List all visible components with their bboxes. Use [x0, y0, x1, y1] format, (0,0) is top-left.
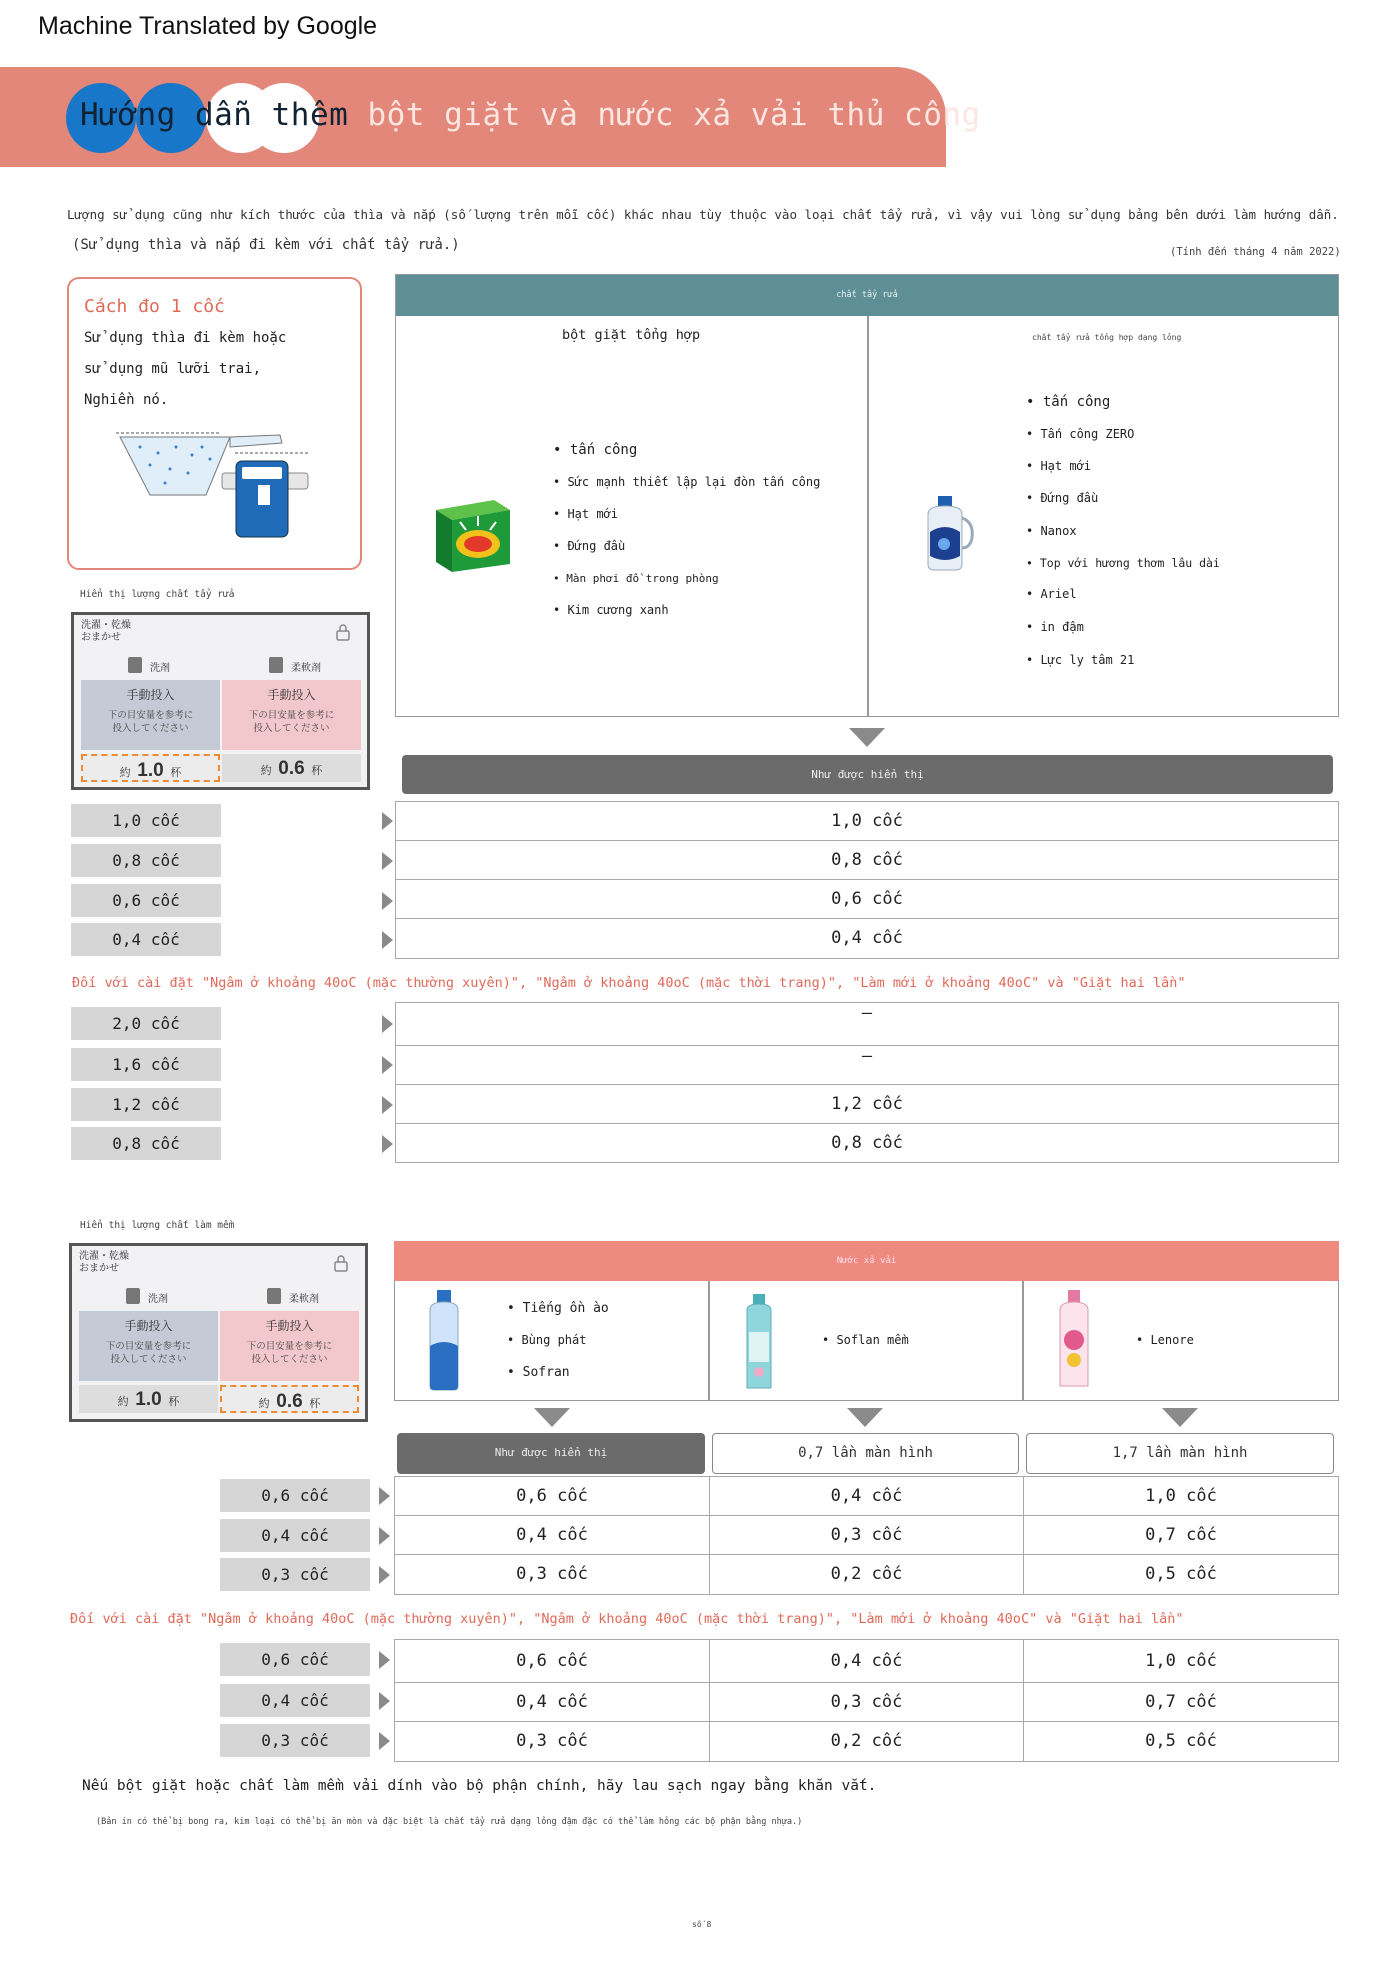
softener-amount-cell: 0,3 cốc — [709, 1682, 1024, 1722]
display-amount: 1,0 cốc — [71, 804, 221, 837]
special-settings-note: Đối với cài đặt "Ngâm ở khoảng 40oC (mặc thường xuyên)", "Ngâm ở khoảng 40oC (mặc thời trang)", "Làm mới ở khoảng 40oC" và "Giặt hai lần" — [70, 1611, 1184, 1627]
display-amount: 2,0 cốc — [71, 1007, 221, 1040]
detergent-amount-cell: 0,8 cốc — [395, 840, 1339, 880]
detergent-amount-cell: 0,8 cốc — [395, 1123, 1339, 1163]
softener-manual-box: 手動投入 下の目安量を参考に 投入してください — [220, 1311, 359, 1381]
cleanup-note: Nếu bột giặt hoặc chất làm mềm vải dính vào bộ phận chính, hãy lau sạch ngay bằng khăn vắt. — [82, 1778, 877, 1794]
powder-detergent-title: bột giặt tổng hợp — [562, 327, 701, 343]
softener-amount-cell: 0,2 cốc — [709, 1721, 1024, 1762]
softener-amount-cell: 1,0 cốc — [1023, 1476, 1339, 1516]
liquid-product: • Nanox — [1026, 524, 1077, 538]
down-arrow-icon — [847, 1408, 883, 1427]
softener-product: • Lenore — [1136, 1333, 1194, 1347]
softener-amount-cell: 0,3 cốc — [394, 1554, 710, 1595]
powder-product: • Màn phơi đồ trong phòng — [553, 572, 719, 585]
display-amount: 0,4 cốc — [71, 923, 221, 956]
softener-manual-box: 手動投入 下の目安量を参考に 投入してください — [222, 680, 361, 750]
measure-title: Cách đo 1 cốc — [84, 296, 225, 317]
measure-line: Nghiền nó. — [84, 392, 169, 408]
detergent-amount-cell: – — [395, 1045, 1339, 1085]
softener-amount-cell: 0,4 cốc — [394, 1682, 710, 1722]
detergent-column-divider — [867, 316, 869, 717]
detergent-amount-cell: 1,0 cốc — [395, 801, 1339, 841]
right-arrow-icon — [382, 1056, 393, 1074]
softener-column-divider — [708, 1281, 710, 1401]
lock-icon — [333, 1254, 349, 1276]
right-arrow-icon — [379, 1487, 390, 1505]
softener-bottle-icon — [269, 657, 283, 673]
softener-amount-cell: 0,6 cốc — [394, 1476, 710, 1516]
softener-amount-cell: 1,0 cốc — [1023, 1639, 1339, 1683]
powder-product: • Hạt mới — [553, 507, 619, 521]
right-arrow-icon — [379, 1692, 390, 1710]
powder-product: • tấn công — [553, 442, 638, 458]
down-arrow-icon — [1162, 1408, 1198, 1427]
display-amount: 0,6 cốc — [220, 1643, 370, 1676]
softener-amount-cell: 0,4 cốc — [709, 1476, 1024, 1516]
display-amount: 0,3 cốc — [220, 1558, 370, 1591]
liquid-product: • tấn công — [1026, 394, 1111, 410]
column-header-1-7x: 1,7 lần màn hình — [1026, 1433, 1334, 1474]
detergent-panel-caption: Hiển thị lượng chất tẩy rửa — [80, 589, 235, 600]
column-header-as-shown: Như được hiển thị — [397, 1433, 705, 1474]
softener-amount-cell: 0,7 cốc — [1023, 1682, 1339, 1722]
softener-product: • Sofran — [507, 1365, 570, 1380]
right-arrow-icon — [382, 1015, 393, 1033]
softener-amount-cell: 0,5 cốc — [1023, 1721, 1339, 1762]
measuring-scoop-cup-illustration — [110, 425, 315, 545]
page-title: Hướng dẫn thêm bột giặt và nước xả vải thủ công — [80, 97, 981, 133]
softener-bottle-pink-icon — [1056, 1288, 1092, 1392]
softener-amount-cell: 0,6 cốc — [394, 1639, 710, 1683]
display-amount: 0,8 cốc — [71, 844, 221, 877]
right-arrow-icon — [382, 852, 393, 870]
softener-bottle-teal-icon — [744, 1292, 774, 1392]
liquid-product: • Top với hương thơm lâu dài — [1026, 556, 1220, 570]
detergent-label: 洗剤 — [148, 1294, 168, 1305]
display-amount: 0,3 cốc — [220, 1724, 370, 1757]
detergent-amount-value: 約 1.0 杯 — [79, 1385, 218, 1413]
detergent-amount-cell: – — [395, 1002, 1339, 1046]
detergent-amount-cell: 1,2 cốc — [395, 1084, 1339, 1124]
liquid-product: • Ariel — [1026, 587, 1077, 601]
softener-amount-cell: 0,4 cốc — [709, 1639, 1024, 1683]
softener-amount-cell: 0,2 cốc — [709, 1554, 1024, 1595]
softener-product: • Tiếng ồn ào — [507, 1301, 609, 1316]
softener-amount-value: 約 0.6 杯 — [222, 754, 361, 782]
panel-header: 洗濯・乾燥 おまかせ — [79, 1251, 129, 1274]
detergent-display-panel — [71, 612, 370, 790]
as-shown-bar: Như được hiển thị — [402, 755, 1333, 794]
detergent-manual-box: 手動投入 下の目安量を参考に 投入してください — [79, 1311, 218, 1381]
liquid-detergent-bottle-icon — [918, 492, 978, 572]
right-arrow-icon — [382, 1096, 393, 1114]
softener-label: 柔軟剤 — [289, 1294, 319, 1305]
powder-detergent-box-icon — [432, 496, 514, 574]
softener-product: • Soflan mềm — [822, 1333, 909, 1347]
softener-label: 柔軟剤 — [291, 663, 321, 674]
display-amount: 1,2 cốc — [71, 1088, 221, 1121]
liquid-product: • Hạt mới — [1026, 459, 1092, 473]
detergent-header: chất tẩy rửa — [396, 275, 1338, 316]
right-arrow-icon — [382, 931, 393, 949]
detergent-amount-value: 約 1.0 杯 — [81, 754, 220, 782]
right-arrow-icon — [379, 1651, 390, 1669]
softener-bottle-icon — [267, 1288, 281, 1304]
softener-amount-cell: 0,5 cốc — [1023, 1554, 1339, 1595]
right-arrow-icon — [379, 1732, 390, 1750]
right-arrow-icon — [382, 812, 393, 830]
liquid-product: • Đứng đầu — [1026, 491, 1099, 505]
softener-column-divider — [1022, 1281, 1024, 1401]
right-arrow-icon — [379, 1566, 390, 1584]
softener-display-panel — [69, 1243, 368, 1422]
right-arrow-icon — [379, 1527, 390, 1545]
softener-amount-cell: 0,3 cốc — [394, 1721, 710, 1762]
lock-icon — [335, 623, 351, 645]
powder-product: • Sức mạnh thiết lập lại đòn tấn công — [553, 475, 821, 489]
detergent-bottle-icon — [126, 1288, 140, 1304]
down-arrow-icon — [534, 1408, 570, 1427]
display-amount: 0,4 cốc — [220, 1684, 370, 1717]
softener-amount-cell: 0,4 cốc — [394, 1515, 710, 1555]
softener-bottle-blue-icon — [424, 1288, 464, 1392]
liquid-product: • in đậm — [1026, 620, 1084, 634]
detergent-amount-cell: 0,4 cốc — [395, 918, 1339, 959]
column-header-0-7x: 0,7 lần màn hình — [712, 1433, 1019, 1474]
right-arrow-icon — [382, 892, 393, 910]
detergent-manual-box: 手動投入 下の目安量を参考に 投入してください — [81, 680, 220, 750]
panel-header: 洗濯・乾燥 おまかせ — [81, 620, 131, 643]
down-arrow-icon — [849, 728, 885, 747]
display-amount: 0,6 cốc — [71, 884, 221, 917]
display-amount: 1,6 cốc — [71, 1048, 221, 1081]
cleanup-warning: (Bản in có thể bị bong ra, kim loại có thể bị ăn mòn và đặc biệt là chất tẩy rửa dạng lỏng đậm đặc có thể làm hỏng các bộ phận bằng nhựa.) — [96, 1817, 803, 1827]
display-amount: 0,6 cốc — [220, 1479, 370, 1512]
detergent-amount-cell: 0,6 cốc — [395, 879, 1339, 919]
softener-amount-cell: 0,7 cốc — [1023, 1515, 1339, 1555]
machine-translated-banner: Machine Translated by Google — [38, 12, 378, 40]
measure-line: sử dụng mũ lưỡi trai, — [84, 361, 262, 377]
liquid-detergent-title: chất tẩy rửa tổng hợp dạng lỏng — [1032, 333, 1182, 342]
detergent-label: 洗剤 — [150, 663, 170, 674]
intro-note: (Sử dụng thìa và nắp đi kèm với chất tẩy rửa.) — [72, 237, 460, 253]
as-of-date: (Tính đến tháng 4 năm 2022) — [1170, 246, 1341, 258]
softener-header: Nước xả vải — [394, 1241, 1339, 1281]
softener-amount-cell: 0,3 cốc — [709, 1515, 1024, 1555]
page-number: số 8 — [692, 1920, 712, 1929]
special-settings-note: Đối với cài đặt "Ngâm ở khoảng 40oC (mặc thường xuyên)", "Ngâm ở khoảng 40oC (mặc thời trang)", "Làm mới ở khoảng 40oC" và "Giặt hai lần" — [72, 975, 1186, 991]
liquid-product: • Tấn công ZERO — [1026, 427, 1135, 441]
measure-line: Sử dụng thìa đi kèm hoặc — [84, 330, 287, 346]
powder-product: • Kim cương xanh — [553, 603, 669, 617]
softener-amount-value: 約 0.6 杯 — [220, 1385, 359, 1413]
right-arrow-icon — [382, 1135, 393, 1153]
softener-panel-caption: Hiển thị lượng chất làm mềm — [80, 1220, 235, 1231]
softener-product: • Bùng phát — [507, 1333, 587, 1347]
detergent-bottle-icon — [128, 657, 142, 673]
intro-text: Lượng sử dụng cũng như kích thước của thìa và nắp (số lượng trên mỗi cốc) khác nhau tùy thuộc vào loại chất tẩy rửa, vì vậy vui lòng sử dụng bảng bên dưới làm hướng dẫn. — [67, 207, 1339, 222]
display-amount: 0,4 cốc — [220, 1519, 370, 1552]
display-amount: 0,8 cốc — [71, 1127, 221, 1160]
powder-product: • Đứng đầu — [553, 539, 626, 553]
liquid-product: • Lực ly tâm 21 — [1026, 653, 1135, 667]
